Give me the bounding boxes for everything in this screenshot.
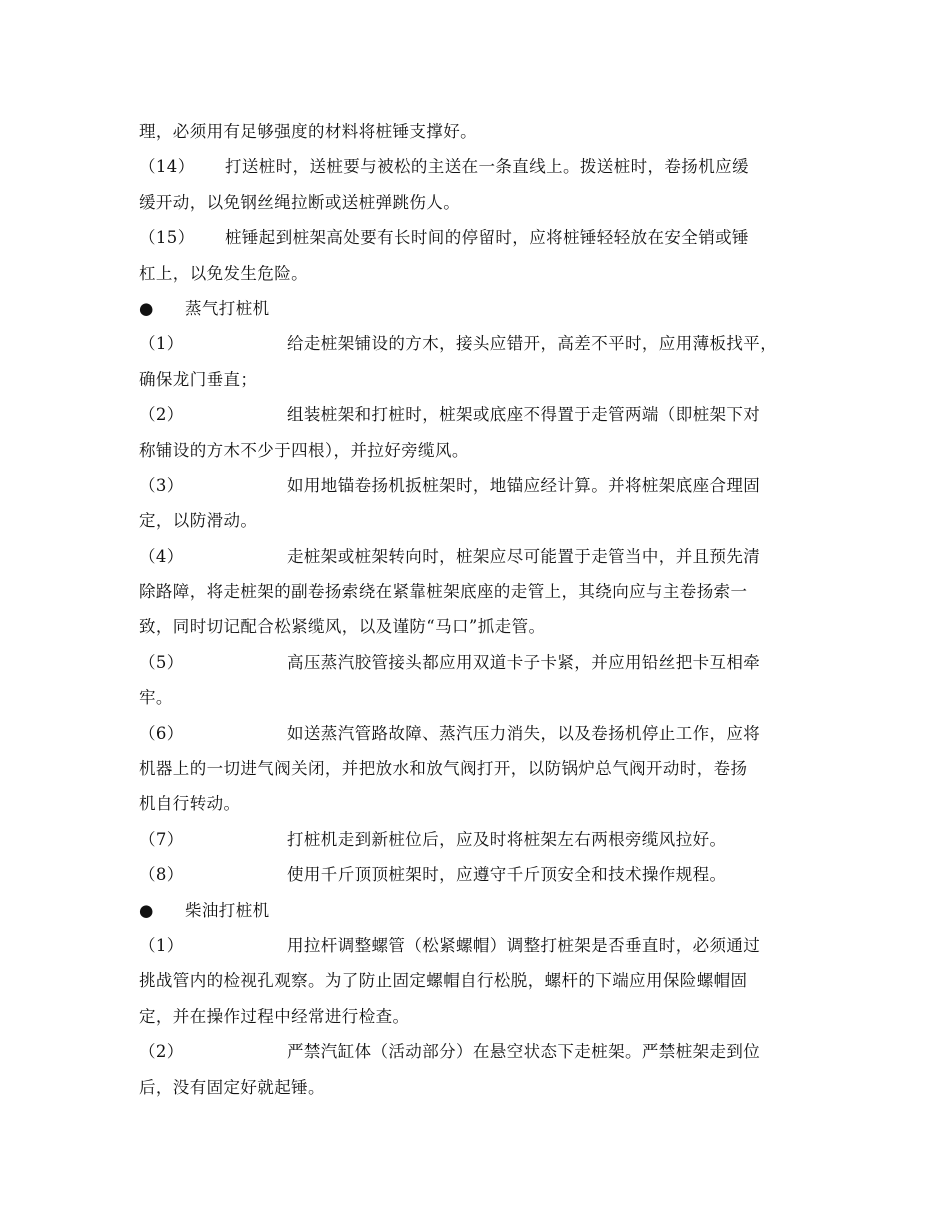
numbered-paragraph-line: [139, 326, 819, 361]
item-number: （2）: [139, 405, 184, 425]
paragraph-line: 挑战管内的检视孔观察。为了防止固定螺帽自行松脱，螺杆的下端应用保险螺帽固: [139, 971, 748, 991]
numbered-paragraph-line: [139, 397, 819, 432]
numbered-paragraph-line: [139, 149, 819, 184]
paragraph-line: 确保龙门垂直；: [139, 369, 258, 389]
item-number: （2）: [139, 1042, 184, 1062]
paragraph-text: 高压蒸汽胶管接头都应用双道卡子卡紧，并应用铅丝把卡互相牵: [287, 652, 761, 672]
paragraph-text: 用拉杆调整螺管（松紧螺帽）调整打桩架是否垂直时，必须通过: [287, 935, 761, 955]
item-number: （3）: [139, 475, 184, 495]
section-heading: [139, 291, 819, 326]
numbered-paragraph-line: [139, 857, 819, 892]
paragraph-line: 牢。: [139, 688, 173, 708]
paragraph-line: 机器上的一切进气阀关闭，并把放水和放气阀打开，以防锅炉总气阀开动时，卷扬: [139, 759, 748, 779]
numbered-paragraph-line: [139, 716, 819, 751]
paragraph-text: 走桩架或桩架转向时，桩架应尽可能置于走管当中，并且预先清: [287, 546, 761, 566]
numbered-paragraph-line: [139, 539, 819, 574]
paragraph-text: 桩锤起到桩架高处要有长时间的停留时，应将桩锤轻轻放在安全销或锤: [225, 228, 749, 248]
paragraph-line: 定，并在操作过程中经常进行检查。: [139, 1006, 410, 1026]
paragraph-line: 后，没有固定好就起锤。: [139, 1077, 325, 1097]
bullet-icon: ●: [139, 298, 154, 318]
paragraph-text: 打桩机走到新桩位后，应及时将桩架左右两根旁缆风拉好。: [287, 829, 727, 849]
paragraph-line: 机自行转动。: [139, 794, 241, 814]
paragraph-text: 给走桩架铺设的方木，接头应错开，高差不平时，应用薄板找平，: [287, 334, 778, 354]
item-number: （5）: [139, 652, 184, 672]
item-number: （1）: [139, 334, 184, 354]
paragraph-line: 杠上，以免发生危险。: [139, 263, 308, 283]
paragraph-text: 如送蒸汽管路故障、蒸汽压力消失，以及卷扬机停止工作，应将: [287, 723, 761, 743]
paragraph-text: 使用千斤顶顶桩架时，应遵守千斤顶安全和技术操作规程。: [287, 865, 727, 885]
paragraph-text: 打送桩时，送桩要与被松的主送在一条直线上。拨送桩时，卷扬机应缓: [225, 157, 749, 177]
numbered-paragraph-line: [139, 1034, 819, 1069]
numbered-paragraph-line: [139, 220, 819, 255]
paragraph-text: 组装桩架和打桩时，桩架或底座不得置于走管两端（即桩架下对: [287, 405, 761, 425]
document-body: [139, 114, 819, 1105]
paragraph-line: 称铺设的方木不少于四根），并拉好旁缆风。: [139, 440, 469, 460]
section-heading: [139, 893, 819, 928]
item-number: （14）: [139, 157, 195, 177]
bullet-icon: ●: [139, 900, 154, 920]
paragraph-text: 严禁汽缸体（活动部分）在悬空状态下走桩架。严禁桩架走到位: [287, 1042, 761, 1062]
paragraph-line: 致，同时切记配合松紧缆风，以及谨防“马口”抓走管。: [139, 617, 546, 637]
item-number: （1）: [139, 935, 184, 955]
item-number: （6）: [139, 723, 184, 743]
paragraph-line: 理，必须用有足够强度的材料将桩锤支撑好。: [139, 122, 477, 141]
numbered-paragraph-line: [139, 645, 819, 680]
paragraph-line: 定，以防滑动。: [139, 511, 258, 531]
numbered-paragraph-line: [139, 822, 819, 857]
item-number: （4）: [139, 546, 184, 566]
numbered-paragraph-line: [139, 928, 819, 963]
item-number: （8）: [139, 865, 184, 885]
paragraph-line: 除路障，将走桩架的副卷扬索绕在紧靠桩架底座的走管上，其绕向应与主卷扬索一: [139, 582, 748, 602]
paragraph-text: 如用地锚卷扬机扳桩架时，地锚应经计算。并将桩架底座合理固: [287, 475, 761, 495]
item-number: （7）: [139, 829, 184, 849]
section-heading-text: 柴油打桩机: [185, 900, 270, 920]
section-heading-text: 蒸气打桩机: [185, 298, 270, 318]
paragraph-line: 缓开动，以免钢丝绳拉断或送桩弹跳伤人。: [139, 192, 461, 212]
numbered-paragraph-line: [139, 468, 819, 503]
item-number: （15）: [139, 228, 195, 248]
